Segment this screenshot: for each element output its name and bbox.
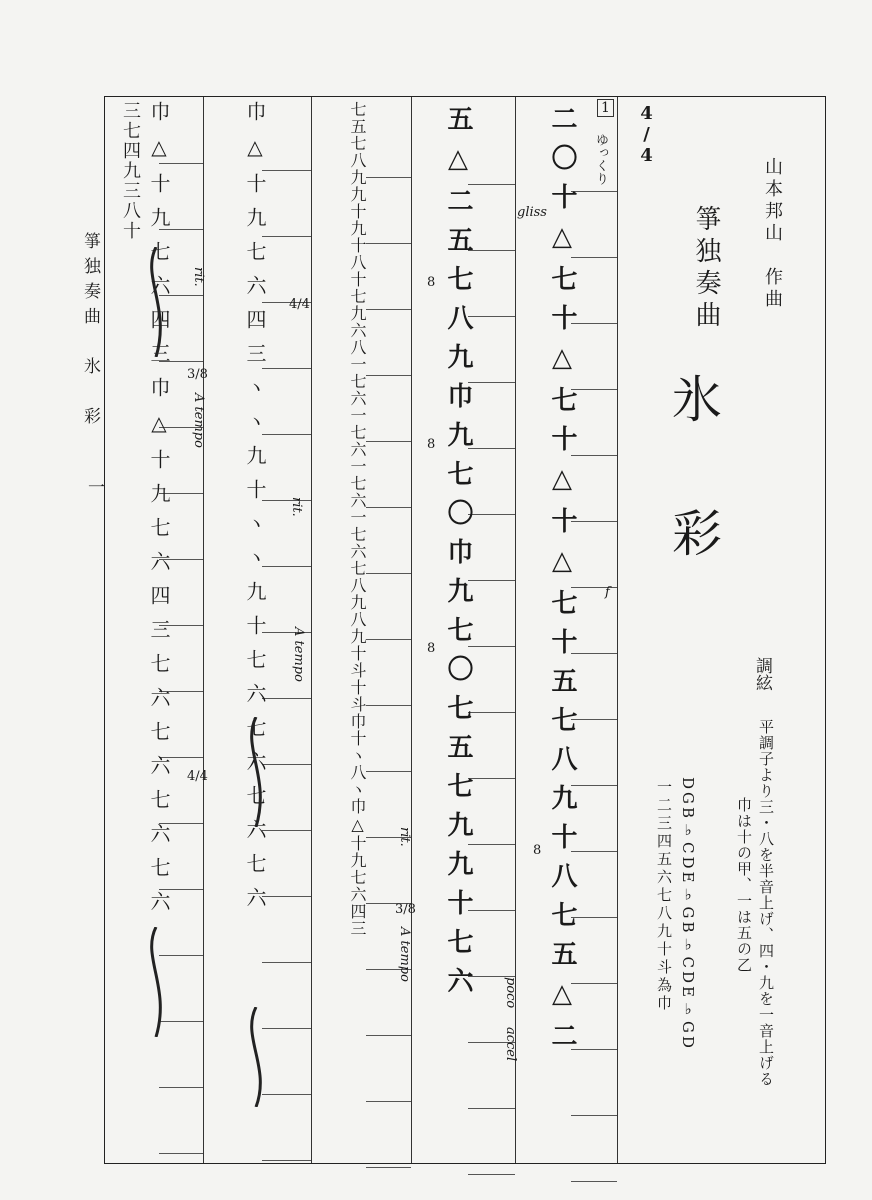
cell-divider [366, 1101, 411, 1102]
mark-poco: poco [503, 977, 518, 1009]
octave-mark-3: 8 [427, 641, 436, 656]
mark-f: f [605, 585, 610, 600]
cell-divider [468, 1108, 515, 1109]
cell-divider [366, 1167, 411, 1168]
cell-divider [366, 507, 411, 508]
time-sig-3-8-b: 3/8 [395, 902, 416, 917]
cell-divider [571, 587, 617, 588]
cell-divider [571, 521, 617, 522]
title-hyo: 氷 [664, 373, 722, 423]
time-sig-4-4-b: 4/4 [187, 769, 208, 784]
cell-divider [468, 712, 515, 713]
octave-mark-4: 8 [533, 843, 542, 858]
cell-divider [366, 639, 411, 640]
octave-mark-2: 8 [427, 437, 436, 452]
cell-divider [262, 1160, 311, 1161]
cell-divider [262, 236, 311, 237]
cell-divider [468, 250, 515, 251]
page-number: 一 [84, 478, 104, 495]
cell-divider [571, 983, 617, 984]
mark-a-tempo-3: A tempo [397, 927, 412, 982]
tuning-line1: 平調子より三・八を半音上げ、四・九を一音上げる [757, 719, 775, 1087]
cell-divider [468, 514, 515, 515]
mark-gliss: gliss [517, 205, 547, 220]
cell-divider [468, 844, 515, 845]
cell-divider [571, 719, 617, 720]
notes-column-1: 二〇十△七十△七十△十△七十五七八九十八七五△二 [547, 105, 577, 1061]
cell-divider [468, 382, 515, 383]
rest-wave-4 [241, 1007, 271, 1107]
cell-divider [571, 191, 617, 192]
notes-column-4: 巾△十九七六四三ヽヽ九十ヽヽ九十七六七六七六七六 [243, 101, 267, 921]
notes-column-5: 巾△十九七六四三巾△十九七六四三七六七六七六七六 [147, 101, 171, 925]
cell-divider [366, 177, 411, 178]
rest-wave-2 [141, 927, 171, 1037]
cell-divider [262, 566, 311, 567]
cell-divider [366, 309, 411, 310]
cell-divider [262, 170, 311, 171]
cell-divider [366, 1035, 411, 1036]
cell-divider [262, 368, 311, 369]
cell-divider [468, 316, 515, 317]
composer: 山本邦山 作曲 [762, 157, 783, 311]
time-sig-4-4-a: 4/4 [289, 297, 310, 312]
time-sig-3-8-a: 3/8 [187, 367, 208, 382]
genre: 箏独奏曲 [691, 205, 721, 333]
cell-divider [262, 434, 311, 435]
cell-divider [262, 830, 311, 831]
cell-divider [468, 1174, 515, 1175]
cell-divider [571, 257, 617, 258]
cell-divider [366, 771, 411, 772]
cell-divider [366, 441, 411, 442]
notes-column-6: 三七四九三八十 [120, 101, 141, 241]
cell-divider [262, 962, 311, 963]
tuning-line2: 巾は十の甲、一は五の乙 [735, 797, 753, 973]
mark-a-tempo-1: A tempo [191, 393, 206, 448]
mark-accel: accel [503, 1027, 518, 1062]
notes-column-2: 五△二五七八九巾九七〇巾九七〇七五七九九十七六 [443, 105, 473, 1006]
cell-divider [262, 698, 311, 699]
octave-mark-1: 8 [427, 275, 436, 290]
cell-divider [571, 1181, 617, 1182]
cell-divider [468, 448, 515, 449]
cell-divider [571, 323, 617, 324]
mark-rit-3: rit. [397, 827, 412, 847]
cell-divider [262, 896, 311, 897]
cell-divider [468, 580, 515, 581]
title-sai: 彩 [664, 507, 722, 557]
cell-divider [571, 389, 617, 390]
cell-divider [468, 184, 515, 185]
tuning-label: 調絃 [752, 657, 772, 691]
cell-divider [571, 455, 617, 456]
cell-divider [366, 573, 411, 574]
cell-divider [366, 705, 411, 706]
time-signature: 4/4 [636, 103, 657, 166]
cell-divider [571, 917, 617, 918]
notes-column-3: 七五七八九九十九十八十七九六八一七六一七六一七六一七六七八九八九十斗十斗巾十ヽ八ヽ巾△十九七六四三 [348, 101, 367, 937]
cell-divider [571, 653, 617, 654]
mark-yukkuri: ゆっくり [593, 133, 608, 185]
score-frame [104, 96, 826, 1164]
margin-title: 箏独奏曲 氷 彩 [80, 232, 100, 432]
mark-rit-2: rit. [289, 497, 304, 517]
cell-divider [571, 851, 617, 852]
rest-wave-3 [241, 717, 271, 827]
cell-divider [468, 910, 515, 911]
mark-a-tempo-2: A tempo [291, 627, 306, 682]
cell-divider [468, 646, 515, 647]
measure-number: 1 [597, 99, 614, 117]
cell-divider [366, 375, 411, 376]
cell-divider [366, 243, 411, 244]
cell-divider [571, 785, 617, 786]
cell-divider [571, 1115, 617, 1116]
mark-rit-1: rit. [191, 267, 206, 287]
rest-wave-1 [141, 247, 171, 357]
tuning-strings: 一二三四五六七八九十斗為巾 [655, 779, 673, 1013]
cell-divider [468, 778, 515, 779]
cell-divider [571, 1049, 617, 1050]
tuning-notes: DGB♭CDE♭GB♭CDE♭GD [679, 777, 697, 1051]
